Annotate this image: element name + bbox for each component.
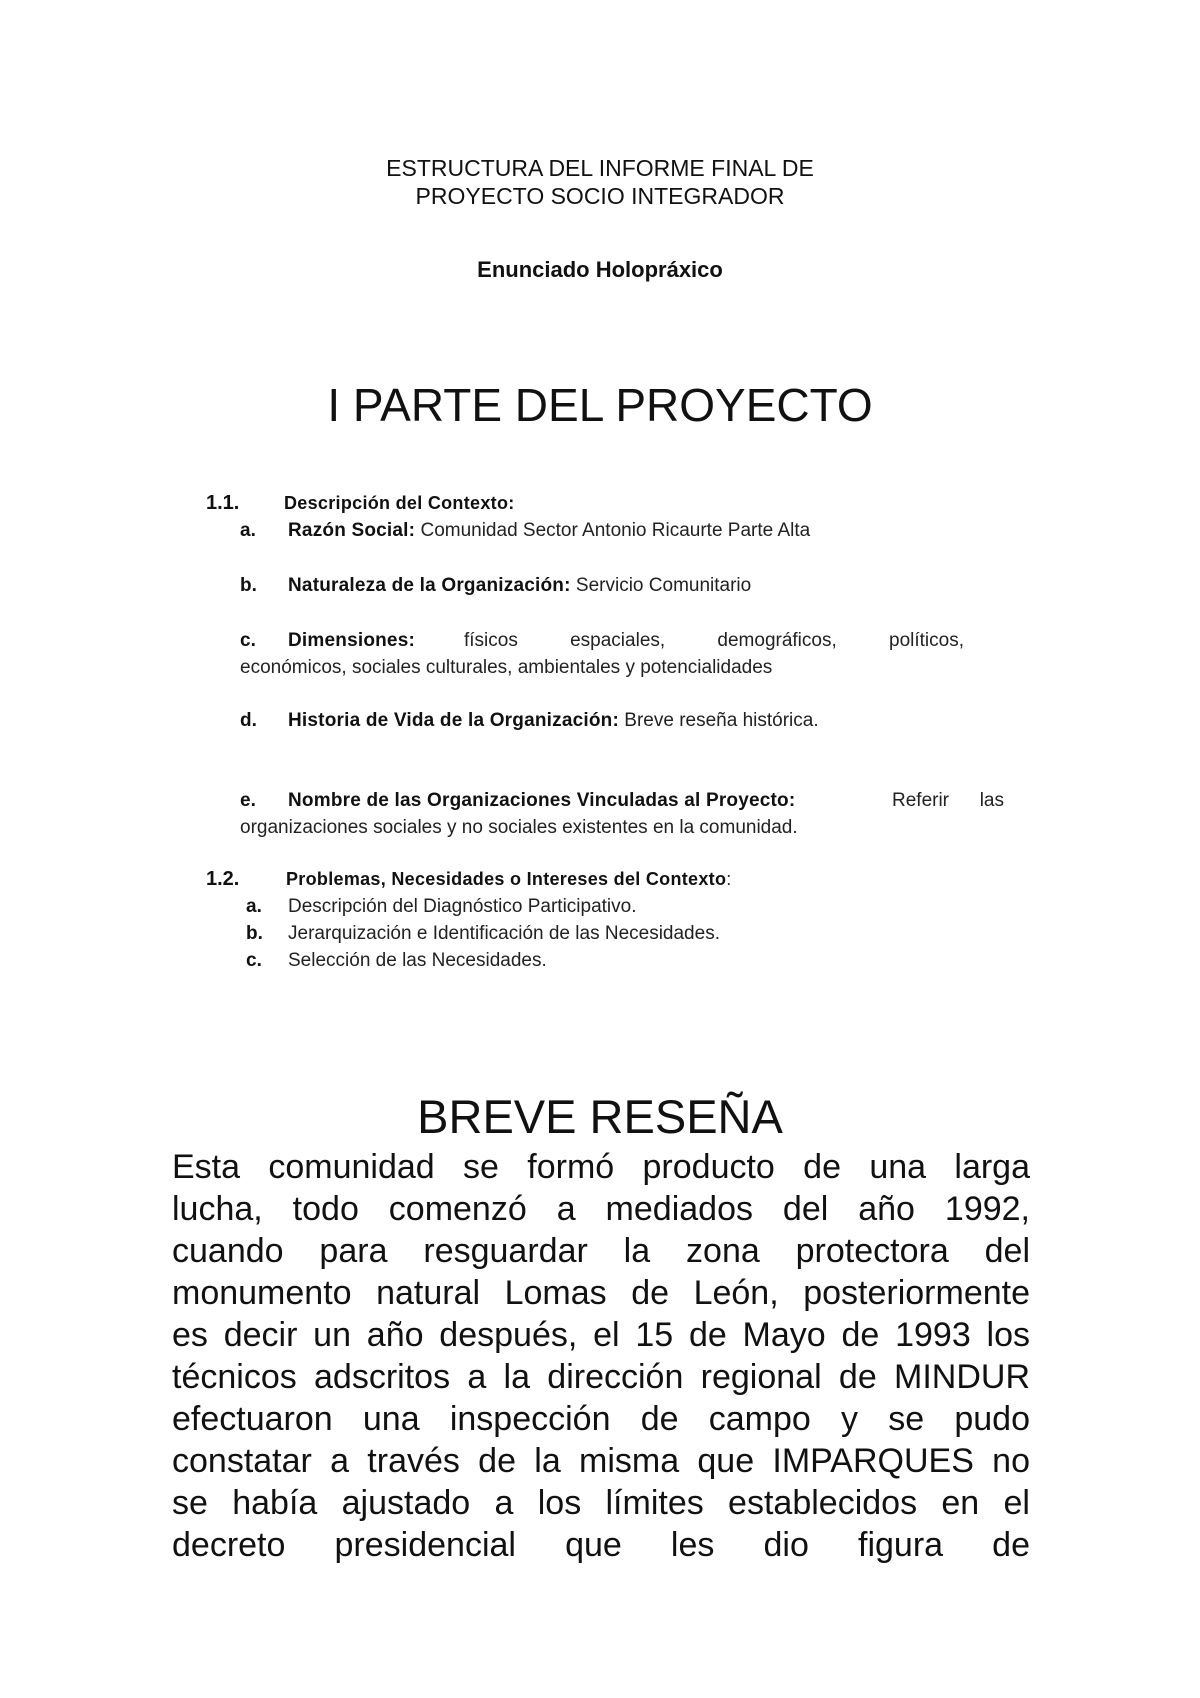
section-title-text: Problemas, Necesidades o Intereses del Contexto bbox=[286, 869, 727, 889]
body-line: es decir un año después, el 15 de Mayo de 1993 los bbox=[172, 1316, 1030, 1354]
item-text-line-2: organizaciones sociales y no sociales existentes en la comunidad. bbox=[240, 817, 798, 838]
list-item bbox=[288, 573, 751, 599]
item-label bbox=[288, 788, 795, 814]
section-number: 1.2. bbox=[206, 868, 240, 890]
item-letter: c. bbox=[240, 630, 256, 651]
item-label-text: Dimensiones: bbox=[288, 630, 415, 651]
body-line: técnicos adscritos a la dirección regional de MINDUR bbox=[172, 1358, 1030, 1396]
section-number: 1.1. bbox=[206, 492, 240, 514]
doc-title-line-2: PROYECTO SOCIO INTEGRADOR bbox=[415, 183, 785, 209]
body-line: se había ajustado a los límites establecidos en el bbox=[172, 1484, 1030, 1522]
body-line: cuando para resguardar la zona protectora del bbox=[172, 1232, 1030, 1270]
item-text: Breve reseña histórica. bbox=[619, 710, 819, 731]
list-item: Jerarquización e Identificación de las Necesidades. bbox=[288, 923, 720, 944]
item-text-line-1: físicos espaciales, demográficos, políticos, bbox=[464, 630, 964, 651]
body-line: constatar a través de la misma que IMPARQUES no bbox=[172, 1442, 1030, 1480]
item-letter: a. bbox=[246, 896, 262, 917]
list-item: Descripción del Diagnóstico Participativo. bbox=[288, 896, 637, 917]
item-label: Historia de Vida de la Organización: bbox=[288, 710, 619, 731]
item-letter: c. bbox=[246, 950, 262, 971]
item-label-text: Nombre de las Organizaciones Vinculadas al Proyecto: bbox=[288, 790, 796, 811]
item-text-line-1: Referir las bbox=[892, 790, 1004, 811]
body-line: decreto presidencial que les dio figura de bbox=[172, 1526, 1030, 1564]
section-title bbox=[286, 866, 732, 892]
item-letter: d. bbox=[240, 710, 257, 731]
body-line: efectuaron una inspección de campo y se pudo bbox=[172, 1400, 1030, 1438]
section-title: Descripción del Contexto: bbox=[284, 493, 515, 513]
breve-title: BREVE RESEÑA bbox=[417, 1090, 783, 1143]
item-label: Naturaleza de la Organización: bbox=[288, 575, 571, 596]
item-letter: a. bbox=[240, 520, 256, 541]
item-text: Servicio Comunitario bbox=[570, 575, 752, 596]
item-label bbox=[288, 628, 415, 654]
item-letter: b. bbox=[246, 923, 263, 944]
body-line: lucha, todo comenzó a mediados del año 1992, bbox=[172, 1190, 1030, 1228]
list-item bbox=[288, 708, 819, 734]
list-item bbox=[288, 518, 810, 544]
item-text-line-2: económicos, sociales culturales, ambientales y potencialidades bbox=[240, 657, 773, 678]
section-title-colon: : bbox=[726, 869, 732, 889]
item-text: Comunidad Sector Antonio Ricaurte Parte Alta bbox=[415, 520, 811, 541]
body-line: monumento natural Lomas de León, posteriormente bbox=[172, 1274, 1030, 1312]
body-line: Esta comunidad se formó producto de una larga bbox=[172, 1148, 1030, 1186]
list-item: Selección de las Necesidades. bbox=[288, 950, 547, 971]
item-letter: b. bbox=[240, 575, 257, 596]
item-letter: e. bbox=[240, 790, 256, 811]
item-label: Razón Social: bbox=[288, 520, 416, 541]
doc-subtitle: Enunciado Holopráxico bbox=[477, 257, 723, 282]
doc-title-line-1: ESTRUCTURA DEL INFORME FINAL DE bbox=[386, 155, 814, 181]
part-title: I PARTE DEL PROYECTO bbox=[327, 379, 873, 431]
